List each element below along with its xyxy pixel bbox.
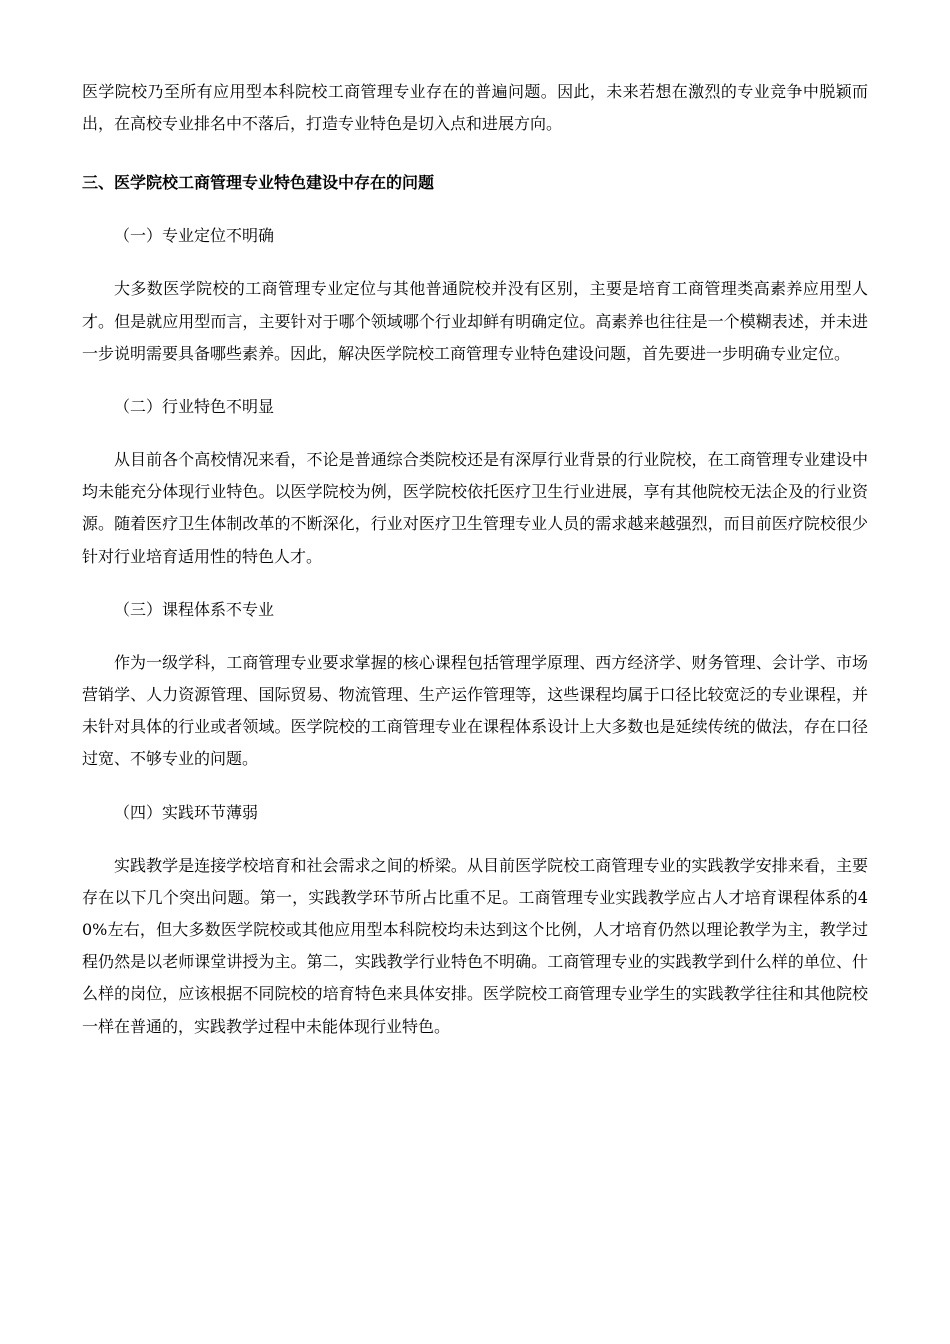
spacer (82, 829, 868, 850)
spacer (82, 199, 868, 220)
spacer (82, 776, 868, 797)
subsection-title-1: （一）专业定位不明确 (114, 226, 275, 246)
subsection-paragraph-3: 作为一级学科，工商管理专业要求掌握的核心课程包括管理学原理、西方经济学、财务管理、会计学、市场营销学、人力资源管理、国际贸易、物流管理、生产运作管理等，这些课程均属于口径比较宽泛的专业课程，并未针对具体的行业或者领域。医学院校的工商管理专业在课程体系设计上大多数也是延续传统的做法，存在口径过宽、不够专业的问题。 (82, 652, 868, 769)
subsection-paragraph-1: 大多数医学院校的工商管理专业定位与其他普通院校并没有区别，主要是培育工商管理类高素养应用型人才。但是就应用型而言，主要针对于哪个领域哪个行业却鲜有明确定位。高素养也往往是一个模糊表述，并未进一步说明需要具备哪些素养。因此，解决医学院校工商管理专业特色建设问题，首先要进一步明确专业定位。 (82, 279, 868, 363)
spacer (82, 626, 868, 647)
subsection-title-2: （二）行业特色不明显 (114, 397, 275, 417)
spacer (82, 423, 868, 444)
spacer (82, 573, 868, 594)
spacer (82, 140, 868, 167)
subsection-paragraph-4: 实践教学是连接学校培育和社会需求之间的桥梁。从目前医学院校工商管理专业的实践教学安排来看，主要存在以下几个突出问题。第一，实践教学环节所占比重不足。工商管理专业实践教学应占人才培育课程体系的40%左右，但大多数医学院校或其他应用型本科院校均未达到这个比例，人才培育仍然以理论教学为主，教学过程仍然是以老师课堂讲授为主。第二，实践教学行业特色不明确。工商管理专业的实践教学到什么样的单位、什么样的岗位，应该根据不同院校的培育特色来具体安排。医学院校工商管理专业学生的实践教学往往和其他院校一样在普通的，实践教学过程中未能体现行业特色。 (82, 855, 868, 1036)
section-heading: 三、医学院校工商管理专业特色建设中存在的问题 (82, 173, 435, 193)
subsection-title-3: （三）课程体系不专业 (114, 599, 275, 619)
spacer (82, 370, 868, 391)
spacer (82, 252, 868, 273)
document-page (82, 76, 868, 1043)
subsection-paragraph-2: 从目前各个高校情况来看，不论是普通综合类院校还是有深厚行业背景的行业院校，在工商管理专业建设中均未能充分体现行业特色。以医学院校为例，医学院校依托医疗卫生行业进展，享有其他院校无法企及的行业资源。随着医疗卫生体制改革的不断深化，行业对医疗卫生管理专业人员的需求越来越强烈，而目前医疗院校很少针对行业培育适用性的特色人才。 (82, 450, 868, 566)
intro-paragraph: 医学院校乃至所有应用型本科院校工商管理专业存在的普遍问题。因此，未来若想在激烈的专业竞争中脱颖而出，在高校专业排名中不落后，打造专业特色是切入点和进展方向。 (82, 82, 868, 134)
subsection-title-4: （四）实践环节薄弱 (114, 802, 259, 822)
